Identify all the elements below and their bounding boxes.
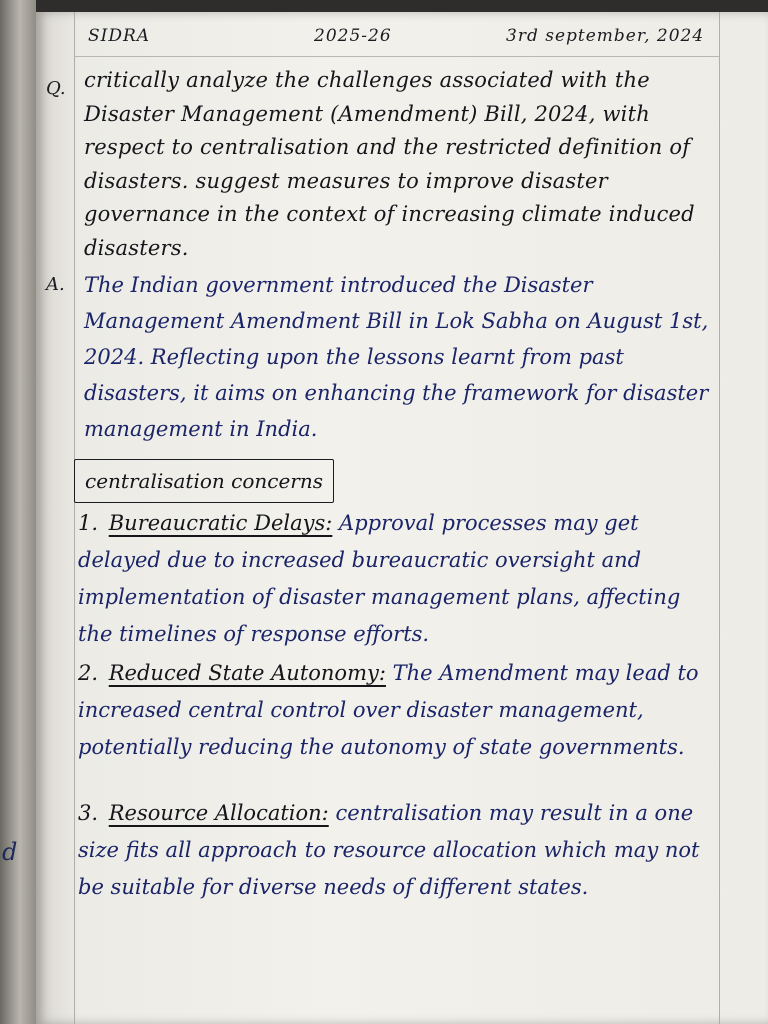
header-rule [74, 56, 719, 57]
page-date: 3rd september, 2024 [506, 26, 705, 46]
left-margin-line [74, 12, 75, 1024]
answer-intro: The Indian government introduced the Disaster Management Amendment Bill in Lok Sabha on August 1st, 2024. Reflecting upon the lessons learnt from past disasters, it aims on enhancing the framework for disaster management in India. [84, 273, 709, 441]
point-number: 2. [78, 661, 99, 685]
list-item [78, 505, 716, 653]
point-text: The Amendment may lead to increased central control over disaster management, potentially reducing the autonomy of state governments. [78, 661, 699, 759]
point-title: Resource Allocation: [108, 801, 329, 825]
list-item [78, 795, 716, 906]
answer-marker: A. [46, 274, 65, 295]
session-label: 2025-26 [314, 26, 392, 46]
section-heading-text: centralisation concerns [85, 469, 323, 493]
question-marker: Q. [46, 78, 66, 99]
right-margin-line [719, 12, 720, 1024]
adjacent-page-text-fragment: d [2, 838, 18, 866]
notebook-page [36, 12, 768, 1024]
point-title: Bureaucratic Delays: [108, 511, 333, 535]
point-title: Reduced State Autonomy: [108, 661, 386, 685]
point-text: centralisation may result in a one size fits all approach to resource allocation which may not be suitable for diverse needs of different states. [78, 801, 700, 899]
list-item [78, 655, 716, 766]
point-text: Approval processes may get delayed due to increased bureaucratic oversight and implementation of disaster management plans, affecting the timelines of response efforts. [78, 511, 681, 646]
point-number: 3. [78, 801, 99, 825]
section-heading [74, 459, 334, 503]
question-text: critically analyze the challenges associated with the Disaster Management (Amendment) Bill, 2024, with respect to centralisation and the restricted definition of disasters. suggest measures to improve disaster governance in the context of increasing climate induced disasters. [84, 68, 695, 260]
adjacent-notebook-page [0, 0, 36, 1024]
point-number: 1. [78, 511, 99, 535]
student-name: SIDRA [88, 26, 151, 46]
